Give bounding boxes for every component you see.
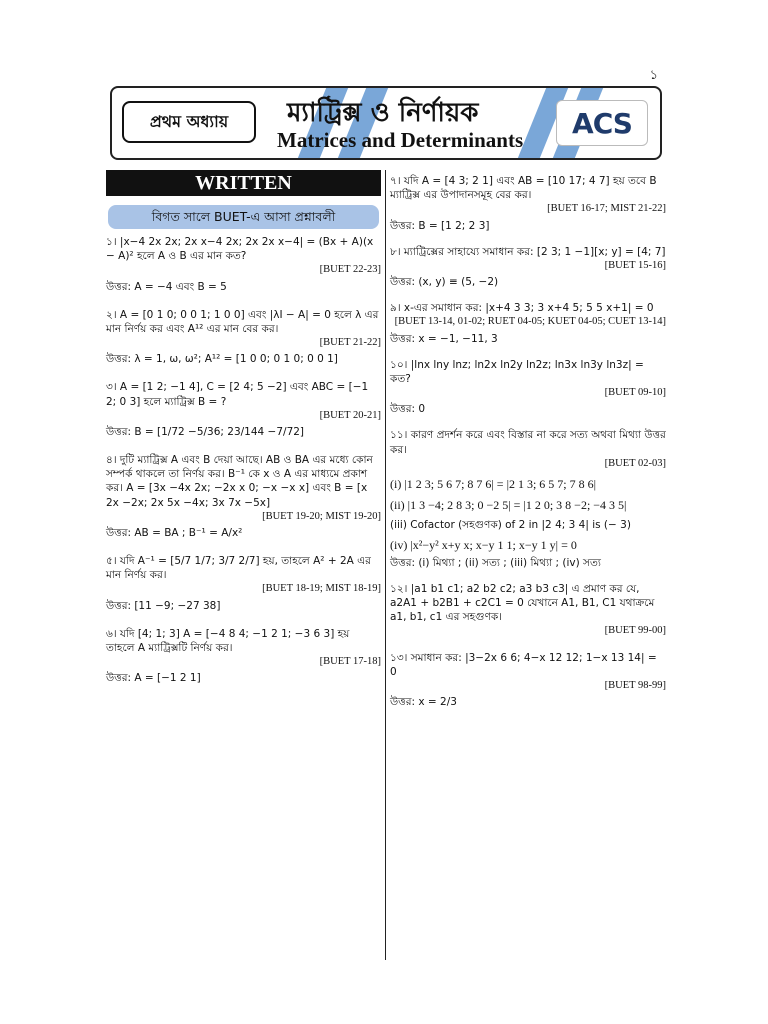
answer-text: উত্তর: (i) মিথ্যা ; (ii) সত্য ; (iii) মিথ্যা ; (iv) সত্য: [390, 556, 601, 569]
chapter-banner: [110, 86, 662, 160]
question-source: [BUET 09-10]: [604, 387, 666, 399]
question-text: (i) |1 2 3; 5 6 7; 8 7 6| = |2 1 3; 6 5 7; 7 8 6|: [390, 476, 597, 491]
question-11-iv: [390, 537, 666, 569]
answer-text: উত্তর: λ = 1, ω, ω²; A¹² = [1 0 0; 0 1 0; 0 0 1]: [106, 353, 338, 366]
question-text: ১৩। সমাধান কর: |3−2x 6 6; 4−x 12 12; 1−x 13 14| = 0: [390, 651, 657, 678]
question-text: (ii) |1 3 −4; 2 8 3; 0 −2 5| = |1 2 0; 3 8 −2; −4 3 5|: [390, 498, 627, 513]
answer-text: উত্তর: x = 2/3: [390, 696, 457, 709]
question-text: ৬। যদি [4; 1; 3] A = [−4 8 4; −1 2 1; −3 6 3] হয় তাহলে A ম্যাট্রিক্সটি নির্ণয় কর।: [106, 627, 350, 654]
page-number: ১: [649, 67, 658, 82]
section-heading: বিগত সালে BUET-এ আসা প্রশ্নাবলী: [108, 205, 379, 229]
question-source: [BUET 15-16]: [604, 259, 666, 271]
question-5: [106, 554, 381, 613]
question-13: [390, 651, 666, 710]
question-8: [390, 245, 666, 290]
question-9: [390, 301, 666, 346]
question-source: [BUET 21-22]: [319, 337, 381, 349]
chapter-label: প্রথম অধ্যায়: [122, 101, 256, 143]
question-source: [BUET 98-99]: [604, 679, 666, 691]
answer-text: উত্তর: B = [1/72 −5/36; 23/144 −7/72]: [106, 425, 305, 438]
question-text: ৫। যদি A⁻¹ = [5/7 1/7; 3/7 2/7] হয়, তাহলে A² + 2A এর মান নির্ণয় কর।: [106, 555, 371, 582]
question-11: [390, 428, 666, 471]
question-text: ৩। A = [1 2; −1 4], C = [2 4; 5 −2] এবং ABC = [−1 2; 0 3] হলে ম্যাট্রিক্স B = ?: [106, 381, 369, 408]
question-text: ২। A = [0 1 0; 0 0 1; 1 0 0] এবং |λI − A| = 0 হলে λ এর মান নির্ণয় কর এবং A¹² এর মান বের কর।: [106, 308, 379, 335]
question-text: ১। |x−4 2x 2x; 2x x−4 2x; 2x 2x x−4| = (Bx + A)(x − A)² হলে A ও B এর মান কত?: [106, 236, 374, 263]
question-text: ১১। কারণ প্রদর্শন করে এবং বিস্তার না করে সত্য অথবা মিথ্যা উত্তর কর।: [390, 429, 666, 456]
right-column: [390, 170, 666, 709]
answer-text: উত্তর: 0: [390, 403, 426, 416]
answer-text: উত্তর: A = [−1 2 1]: [106, 672, 201, 685]
answer-text: উত্তর: AB = BA ; B⁻¹ = A/x²: [106, 526, 243, 539]
question-text: ৭। যদি A = [4 3; 2 1] এবং AB = [10 17; 4 7] হয় তবে B ম্যাট্রিক্স এর উপাদানসমূহ বের কর।: [390, 175, 657, 202]
left-column: [106, 170, 381, 685]
question-source: [BUET 18-19; MIST 18-19]: [262, 583, 381, 595]
column-divider: [385, 170, 386, 960]
answer-text: উত্তর: B = [1 2; 2 3]: [390, 219, 490, 232]
question-text: ১২। |a1 b1 c1; a2 b2 c2; a3 b3 c3| এ প্রমাণ কর যে, a2A1 + b2B1 + c2C1 = 0 যেখানে A1, B1, C1 যথাক্রমে a1, b1, c1 এর সহগুণক।: [390, 582, 655, 624]
question-source: [BUET 02-03]: [604, 457, 666, 469]
question-text: ৪। দুটি ম্যাট্রিক্স A এবং B দেয়া আছে। AB ও BA এর মধ্যে কোন সম্পর্ক থাকলে তা নির্ণয় কর। B⁻¹ কে x ও A এর মাধ্যমে প্রকাশ কর। A = [3x −4x 2x; −2x x 0; −x −x x] এবং B = [x 2x −2x; 2x 5x −4x; 3x 7x −5x]: [106, 454, 373, 509]
question-text: (iv) |x²−y² x+y x; x−y 1 1; x−y 1 y| = 0: [390, 538, 577, 553]
question-source: [BUET 19-20; MIST 19-20]: [262, 510, 381, 522]
question-source: [BUET 99-00]: [604, 625, 666, 637]
question-source: [BUET 17-18]: [319, 656, 381, 668]
question-11-iii: [390, 518, 666, 532]
question-6: [106, 627, 381, 686]
answer-text: উত্তর: x = −1, −11, 3: [390, 332, 498, 345]
title-bengali: ম্যাট্রিক্স ও নির্ণায়ক: [287, 98, 479, 128]
question-1: [106, 235, 381, 294]
question-text: ৮। ম্যাট্রিক্সের সাহায্যে সমাধান কর: [2 3; 1 −1][x; y] = [4; 7]: [390, 245, 666, 258]
answer-text: উত্তর: A = −4 এবং B = 5: [106, 280, 227, 293]
question-text: (iii) Cofactor (সহগুণক) of 2 in |2 4; 3 4| is (− 3): [390, 519, 631, 532]
question-11-ii: [390, 497, 666, 513]
logo-text: ACS: [572, 106, 632, 140]
question-3: [106, 380, 381, 439]
acs-logo: [556, 100, 648, 146]
question-source: [BUET 13-14, 01-02; RUET 04-05; KUET 04-05; CUET 13-14]: [394, 316, 666, 328]
question-2: [106, 308, 381, 367]
question-11-i: [390, 476, 666, 492]
answer-text: উত্তর: [11 −9; −27 38]: [106, 599, 221, 612]
question-4: [106, 453, 381, 540]
question-source: [BUET 20-21]: [319, 409, 381, 421]
written-heading: WRITTEN: [106, 170, 381, 196]
question-source: [BUET 16-17; MIST 21-22]: [547, 203, 666, 215]
question-12: [390, 582, 666, 639]
answer-text: উত্তর: (x, y) ≡ (5, −2): [390, 276, 499, 289]
question-source: [BUET 22-23]: [319, 264, 381, 276]
question-10: [390, 358, 666, 417]
title-english: Matrices and Determinants: [277, 128, 524, 152]
question-text: ১০। |lnx lny lnz; ln2x ln2y ln2z; ln3x ln3y ln3z| = কত?: [390, 358, 644, 385]
question-7: [390, 174, 666, 233]
question-text: ৯। x-এর সমাধান কর: |x+4 3 3; 3 x+4 5; 5 5 x+1| = 0: [390, 302, 654, 315]
